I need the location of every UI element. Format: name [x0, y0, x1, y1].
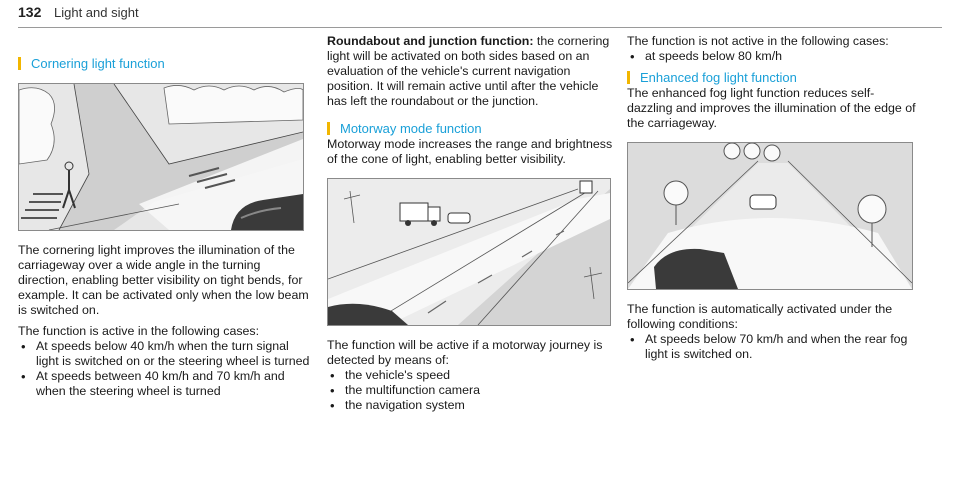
running-title: Light and sight — [54, 5, 139, 20]
motorway-mode-illustration — [327, 178, 611, 326]
column-1 — [18, 56, 310, 399]
page-header — [18, 4, 942, 34]
cornering-light-description: The cornering light improves the illumination of the carriageway over a wide angle in the turning direction, enabling better visibility on tight bends, for example. It can be activated only when the low beam is switched on. — [18, 243, 309, 317]
fog-activation-condition: • At speeds below 70 km/h and when the rear fog light is switched on. — [627, 332, 917, 362]
header-rule — [18, 27, 942, 28]
motorway-detection-speed: • the vehicle's speed — [327, 368, 620, 383]
motorway-mode-description: Motorway mode increases the range and brightness of the cone of light, enabling better visibility. — [327, 137, 613, 166]
motorway-detection-camera: • the multifunction camera — [327, 383, 620, 398]
motorway-inactive-condition: • at speeds below 80 km/h — [627, 49, 917, 64]
cornering-light-illustration — [18, 83, 304, 231]
motorway-mode-heading: Motorway mode function — [327, 121, 620, 137]
roundabout-junction-text — [327, 34, 620, 109]
motorway-detection-intro: The function will be active if a motorway journey is detected by means of: — [327, 338, 603, 367]
column-3 — [627, 34, 917, 362]
fog-light-heading: Enhanced fog light function — [627, 70, 917, 86]
cornering-active-intro: The function is active in the following cases: — [18, 324, 260, 338]
fog-light-description: The enhanced fog light function reduces self-dazzling and improves the illumination of the edge of the carriageway. — [627, 86, 916, 130]
cornering-condition-1: • At speeds below 40 km/h when the turn signal light is switched on or the steering wheel is turned — [18, 339, 310, 369]
roundabout-junction-description: the cornering light will be activated on both sides based on an evaluation of the vehicle's current navigation position. It will remain active until after the vehicle has left the roundabout or the junction. — [327, 34, 610, 108]
fog-activation-intro: The function is automatically activated under the following conditions: — [627, 302, 893, 331]
cornering-light-heading: Cornering light function — [18, 56, 310, 72]
motorway-detection-navigation: • the navigation system — [327, 398, 620, 413]
fog-light-illustration — [627, 142, 913, 290]
page-number: 132 — [18, 4, 42, 20]
column-2 — [327, 34, 620, 413]
roundabout-junction-label: Roundabout and junction function: — [327, 34, 534, 48]
motorway-inactive-intro: The function is not active in the following cases: — [627, 34, 889, 48]
cornering-condition-2: • At speeds between 40 km/h and 70 km/h and when the steering wheel is turned — [18, 369, 310, 399]
